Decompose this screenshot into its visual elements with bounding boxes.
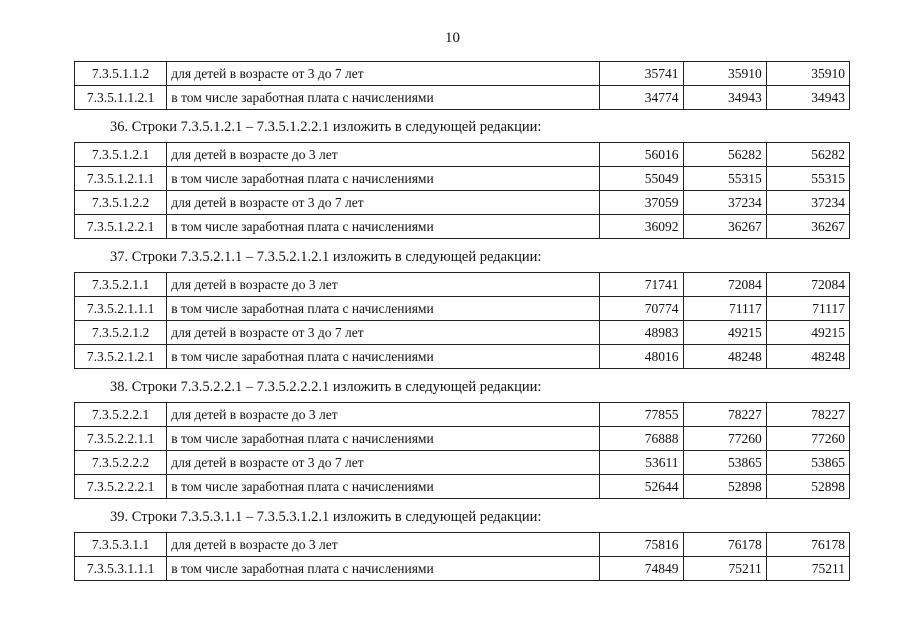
row-value-2: 52898	[683, 475, 766, 499]
row-value-1: 74849	[600, 557, 683, 581]
row-code: 7.3.5.3.1.1	[75, 533, 167, 557]
row-code: 7.3.5.2.1.2	[75, 321, 167, 345]
row-value-1: 55049	[600, 167, 683, 191]
row-value-1: 34774	[600, 86, 683, 110]
row-code: 7.3.5.3.1.1.1	[75, 557, 167, 581]
table-row	[75, 62, 850, 86]
row-description: в том числе заработная плата с начислениями	[167, 475, 600, 499]
row-value-1: 37059	[600, 191, 683, 215]
row-value-1: 52644	[600, 475, 683, 499]
table-row	[75, 86, 850, 110]
row-value-3: 71117	[766, 297, 849, 321]
row-value-3: 76178	[766, 533, 849, 557]
row-description: для детей в возрасте от 3 до 7 лет	[167, 451, 600, 475]
table-row	[75, 191, 850, 215]
row-value-2: 71117	[683, 297, 766, 321]
row-value-2: 48248	[683, 345, 766, 369]
row-value-3: 37234	[766, 191, 849, 215]
row-value-2: 49215	[683, 321, 766, 345]
row-code: 7.3.5.2.1.1	[75, 273, 167, 297]
table-row	[75, 475, 850, 499]
row-description: для детей в возрасте до 3 лет	[167, 533, 600, 557]
row-value-1: 71741	[600, 273, 683, 297]
row-description: в том числе заработная плата с начислениями	[167, 557, 600, 581]
table-row	[75, 321, 850, 345]
page-number: 10	[445, 30, 460, 46]
row-code: 7.3.5.1.1.2.1	[75, 86, 167, 110]
row-value-2: 76178	[683, 533, 766, 557]
row-value-2: 78227	[683, 403, 766, 427]
row-description: в том числе заработная плата с начислениями	[167, 167, 600, 191]
row-code: 7.3.5.2.2.2	[75, 451, 167, 475]
row-value-3: 52898	[766, 475, 849, 499]
row-description: для детей в возрасте до 3 лет	[167, 143, 600, 167]
row-description: в том числе заработная плата с начислениями	[167, 215, 600, 239]
row-value-2: 35910	[683, 62, 766, 86]
row-value-2: 55315	[683, 167, 766, 191]
row-value-1: 75816	[600, 533, 683, 557]
rows-table	[74, 142, 850, 239]
table-row	[75, 427, 850, 451]
row-value-1: 35741	[600, 62, 683, 86]
table-section-39	[74, 532, 850, 581]
row-value-2: 53865	[683, 451, 766, 475]
rows-table	[74, 272, 850, 369]
table-row	[75, 215, 850, 239]
row-value-3: 34943	[766, 86, 849, 110]
row-value-1: 48016	[600, 345, 683, 369]
row-description: в том числе заработная плата с начислениями	[167, 86, 600, 110]
row-value-3: 75211	[766, 557, 849, 581]
row-value-1: 36092	[600, 215, 683, 239]
row-code: 7.3.5.1.2.1.1	[75, 167, 167, 191]
section-heading-39: 39. Строки 7.3.5.3.1.1 – 7.3.5.3.1.2.1 изложить в следующей редакции:	[110, 509, 542, 525]
row-value-2: 36267	[683, 215, 766, 239]
row-value-1: 77855	[600, 403, 683, 427]
row-value-3: 55315	[766, 167, 849, 191]
table-continued	[74, 61, 850, 110]
table-row	[75, 451, 850, 475]
row-value-1: 56016	[600, 143, 683, 167]
row-value-1: 76888	[600, 427, 683, 451]
row-code: 7.3.5.2.2.1	[75, 403, 167, 427]
row-value-2: 37234	[683, 191, 766, 215]
row-value-3: 56282	[766, 143, 849, 167]
row-value-3: 77260	[766, 427, 849, 451]
row-value-3: 53865	[766, 451, 849, 475]
row-value-3: 48248	[766, 345, 849, 369]
rows-table	[74, 532, 850, 581]
row-code: 7.3.5.1.2.2.1	[75, 215, 167, 239]
table-row	[75, 273, 850, 297]
row-value-1: 53611	[600, 451, 683, 475]
row-value-1: 70774	[600, 297, 683, 321]
row-value-3: 78227	[766, 403, 849, 427]
row-description: для детей в возрасте до 3 лет	[167, 403, 600, 427]
row-code: 7.3.5.2.2.2.1	[75, 475, 167, 499]
row-value-2: 75211	[683, 557, 766, 581]
table-row	[75, 403, 850, 427]
row-value-3: 72084	[766, 273, 849, 297]
table-section-38	[74, 402, 850, 499]
row-value-3: 49215	[766, 321, 849, 345]
row-description: для детей в возрасте до 3 лет	[167, 273, 600, 297]
row-code: 7.3.5.1.2.2	[75, 191, 167, 215]
row-value-3: 36267	[766, 215, 849, 239]
row-code: 7.3.5.1.2.1	[75, 143, 167, 167]
table-row	[75, 533, 850, 557]
row-description: в том числе заработная плата с начислениями	[167, 345, 600, 369]
section-heading-37: 37. Строки 7.3.5.2.1.1 – 7.3.5.2.1.2.1 изложить в следующей редакции:	[110, 249, 542, 265]
row-value-3: 35910	[766, 62, 849, 86]
row-description: в том числе заработная плата с начислениями	[167, 297, 600, 321]
table-row	[75, 557, 850, 581]
table-row	[75, 143, 850, 167]
row-code: 7.3.5.2.1.2.1	[75, 345, 167, 369]
row-value-2: 34943	[683, 86, 766, 110]
section-heading-38: 38. Строки 7.3.5.2.2.1 – 7.3.5.2.2.2.1 изложить в следующей редакции:	[110, 379, 542, 395]
row-description: для детей в возрасте от 3 до 7 лет	[167, 62, 600, 86]
rows-table	[74, 402, 850, 499]
row-code: 7.3.5.2.1.1.1	[75, 297, 167, 321]
table-row	[75, 297, 850, 321]
row-code: 7.3.5.1.1.2	[75, 62, 167, 86]
row-value-2: 72084	[683, 273, 766, 297]
row-description: в том числе заработная плата с начислениями	[167, 427, 600, 451]
row-description: для детей в возрасте от 3 до 7 лет	[167, 321, 600, 345]
table-row	[75, 167, 850, 191]
row-value-2: 56282	[683, 143, 766, 167]
row-value-2: 77260	[683, 427, 766, 451]
section-heading-36: 36. Строки 7.3.5.1.2.1 – 7.3.5.1.2.2.1 изложить в следующей редакции:	[110, 119, 542, 135]
table-section-36	[74, 142, 850, 239]
rows-table	[74, 61, 850, 110]
row-description: для детей в возрасте от 3 до 7 лет	[167, 191, 600, 215]
table-section-37	[74, 272, 850, 369]
table-row	[75, 345, 850, 369]
row-value-1: 48983	[600, 321, 683, 345]
row-code: 7.3.5.2.2.1.1	[75, 427, 167, 451]
